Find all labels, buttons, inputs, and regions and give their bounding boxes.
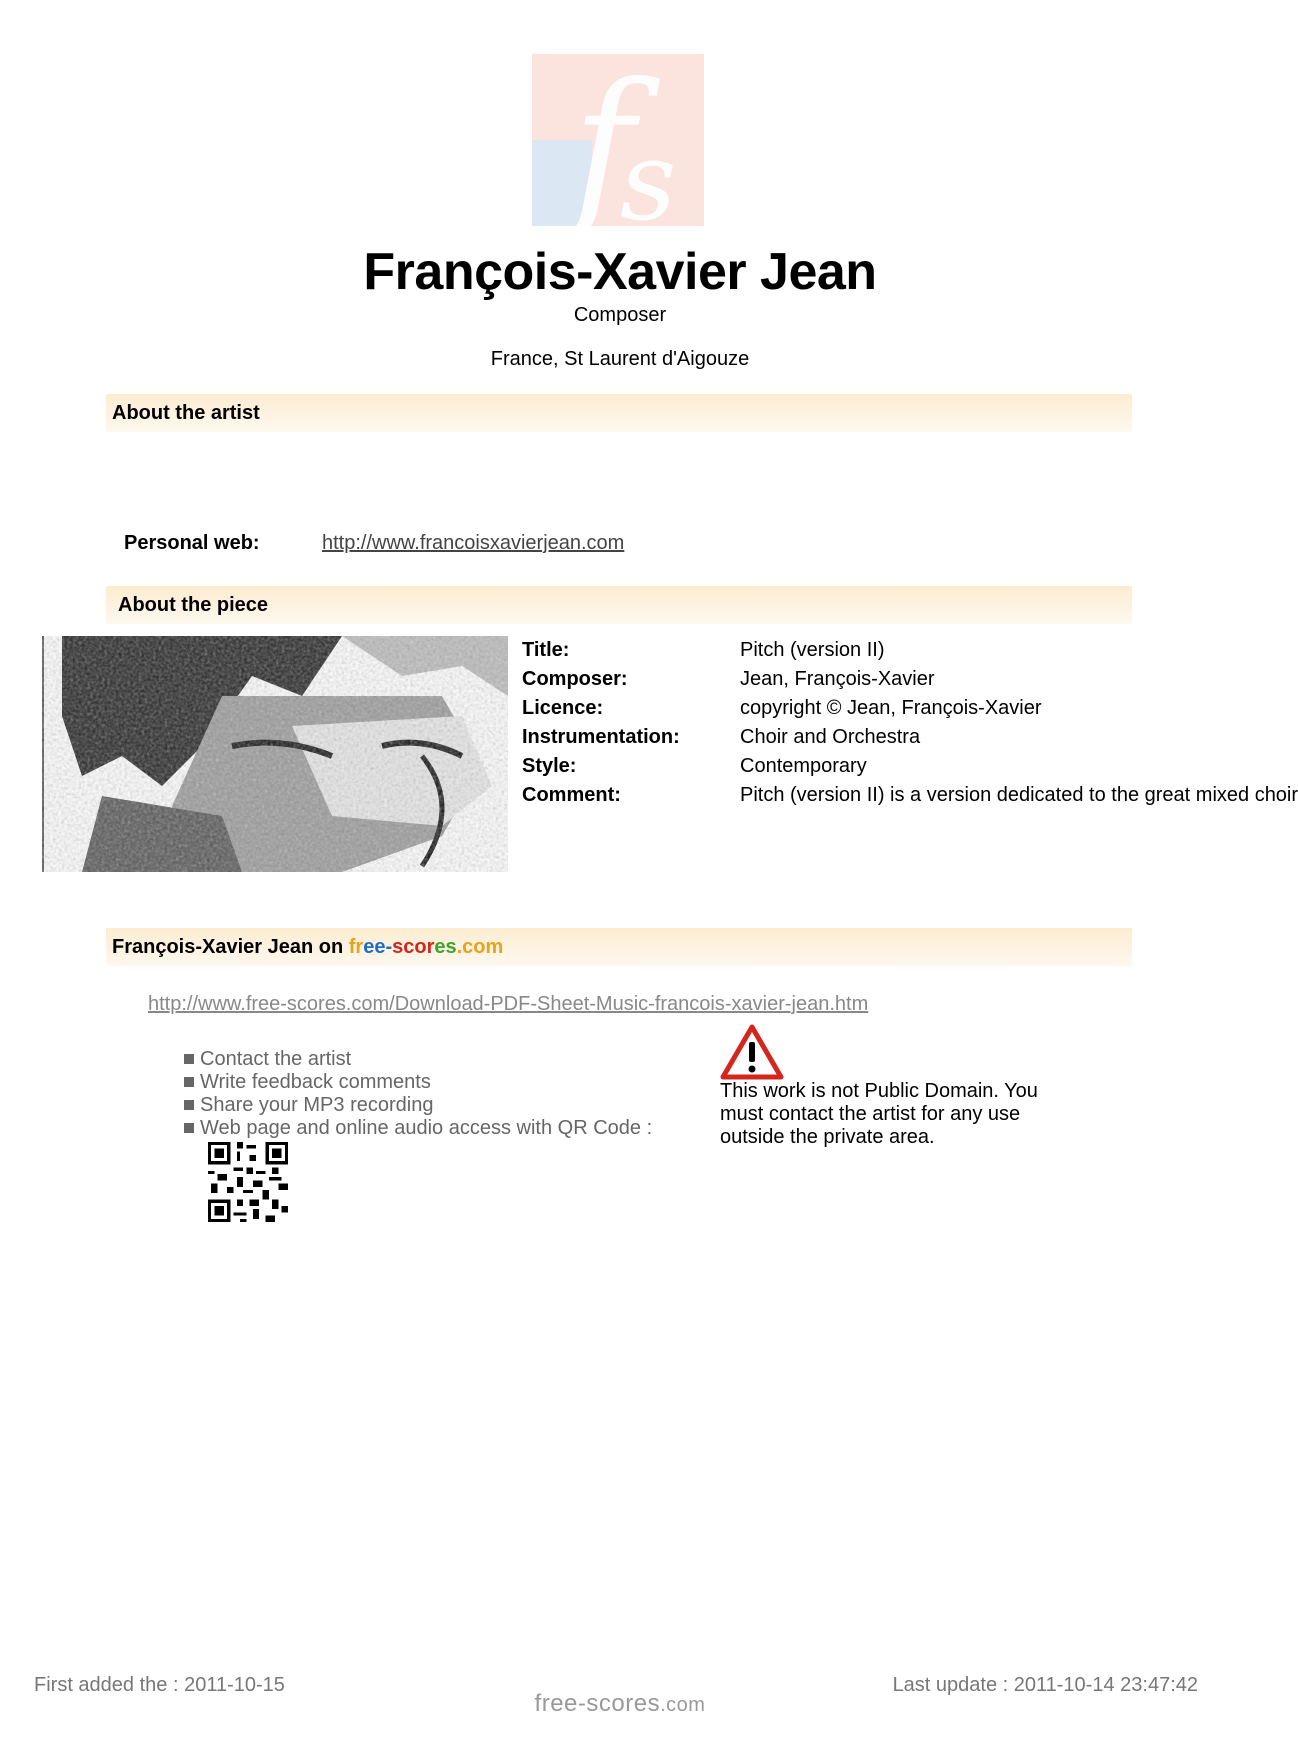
share-mp3-link[interactable] [184,1094,433,1117]
footer-brand [0,1690,1240,1718]
qr-code-icon[interactable] [208,1142,288,1222]
artist-location: France, St Laurent d'Aigouze [490,348,750,370]
brand-part: .com [456,936,504,958]
footer-brand-main: free-scores [534,1690,661,1717]
link-label: Web page and online audio access with QR Code : [200,1117,653,1139]
brand-part: es [434,936,457,958]
meta-value: Choir and Orchestra [740,726,921,748]
bullet-square-icon [184,1123,194,1133]
meta-value: Pitch (version II) is a version dedicated to the great mixed choir [740,784,1298,806]
meta-value: Jean, François-Xavier [740,668,935,690]
link-label: Share your MP3 recording [200,1094,434,1116]
meta-value: Pitch (version II) [740,639,885,661]
last-update-date: Last update : 2011-10-14 23:47:42 [892,1674,1198,1696]
personal-web-label: Personal web: [124,532,260,554]
artist-portrait [42,636,508,872]
about-piece-heading: About the piece [106,586,1132,624]
svg-text:s: s [620,117,677,245]
site-section-heading [106,928,1132,966]
brand-part: ee- [363,936,393,958]
brand-part: fr [348,936,364,958]
free-scores-logo [532,47,704,245]
link-label: Contact the artist [200,1048,352,1070]
bullet-square-icon [184,1077,194,1087]
contact-artist-link[interactable] [184,1048,351,1071]
meta-label: Licence: [522,697,604,719]
brand-part: scor [392,936,435,958]
warning-icon [720,1024,784,1080]
artist-page-link[interactable]: http://www.free-scores.com/Download-PDF-Sheet-Music-francois-xavier-jean.htm [148,993,869,1015]
meta-label: Title: [522,639,570,661]
site-heading-prefix: François-Xavier Jean on [112,936,349,958]
about-artist-heading: About the artist [106,394,1132,432]
meta-value: copyright © Jean, François-Xavier [740,697,1042,719]
qr-code-link[interactable] [184,1117,652,1140]
personal-web-link[interactable]: http://www.francoisxavierjean.com [322,532,625,554]
bullet-square-icon [184,1054,194,1064]
footer-brand-suffix: .com [660,1694,706,1716]
svg-text:f: f [572,47,635,245]
write-feedback-link[interactable] [184,1071,431,1094]
meta-label: Style: [522,755,577,777]
first-added-date: First added the : 2011-10-15 [34,1674,285,1696]
link-label: Write feedback comments [200,1071,431,1093]
meta-label: Composer: [522,668,628,690]
artist-name: François-Xavier Jean [363,243,877,301]
artist-role: Composer [573,304,667,326]
bullet-square-icon [184,1100,194,1110]
meta-label: Instrumentation: [522,726,680,748]
meta-value: Contemporary [740,755,867,777]
copyright-warning: This work is not Public Domain. You must contact the artist for any use outside the private area. [720,1080,1038,1148]
meta-label: Comment: [522,784,621,806]
